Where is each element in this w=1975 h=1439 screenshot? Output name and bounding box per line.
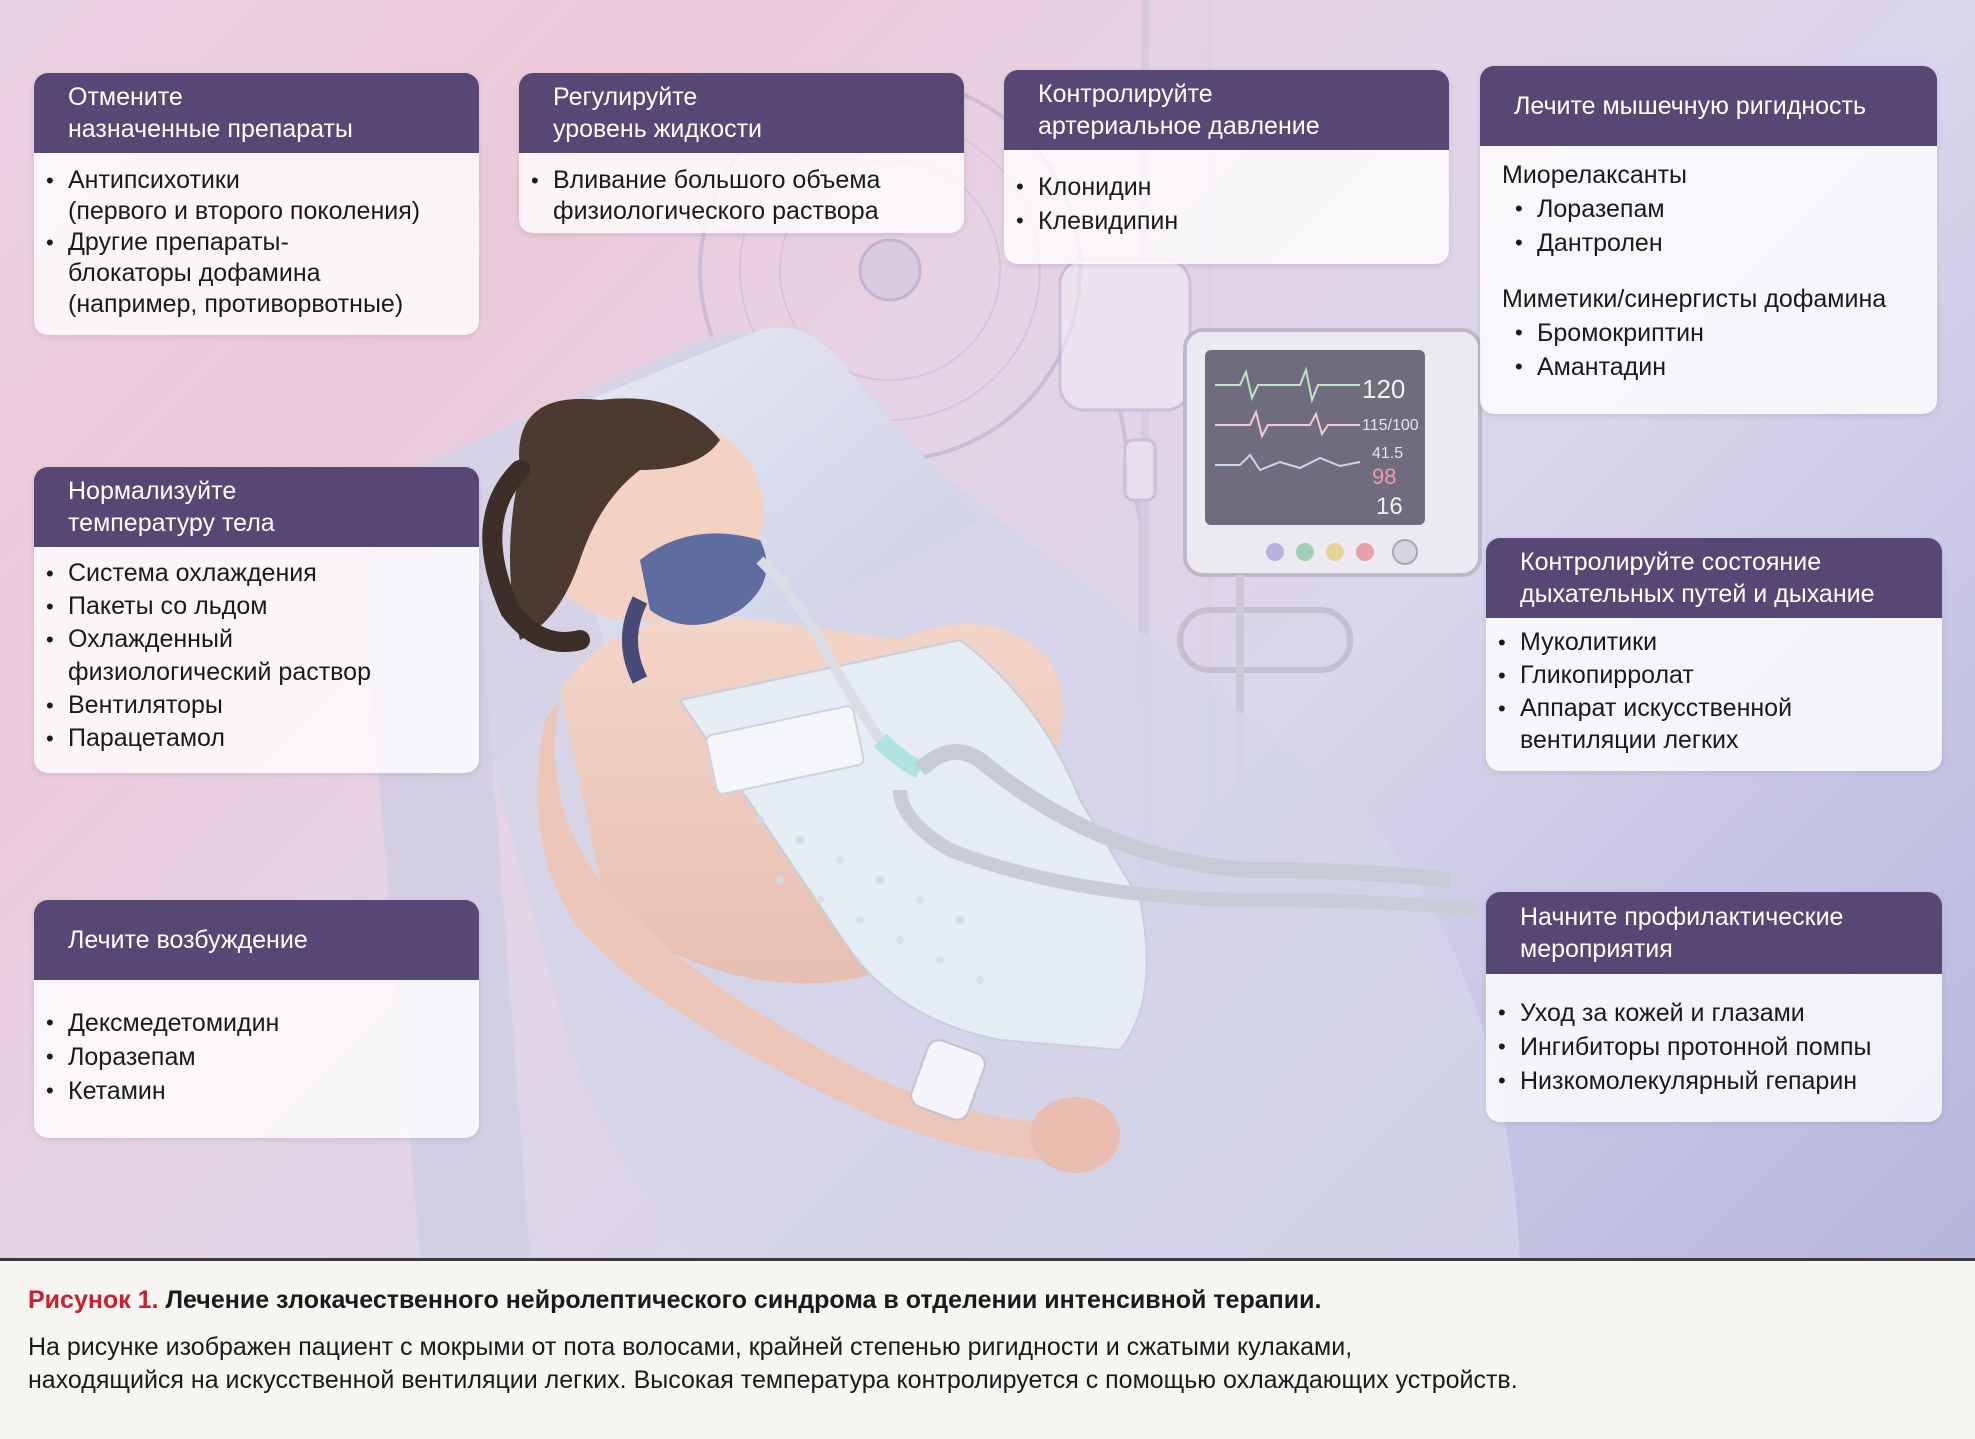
card-title-line: мероприятия xyxy=(1520,935,1673,963)
card-airway xyxy=(1486,538,1942,771)
item-line: • Охлажденный xyxy=(68,625,233,653)
item-line: • Бромокриптин xyxy=(1537,319,1704,347)
item-line: (первого и второго поколения) xyxy=(68,197,421,225)
list-item xyxy=(68,623,459,689)
list-item xyxy=(68,689,459,722)
figure-caption xyxy=(0,1258,1975,1439)
card-stop-drugs xyxy=(34,73,479,335)
list-item xyxy=(1520,996,1922,1030)
item-line: • Лоразепам xyxy=(1537,195,1665,223)
card-header xyxy=(34,467,479,547)
list-item xyxy=(68,1006,459,1040)
card-blood-pressure xyxy=(1004,70,1449,264)
monitor-readout: 115/100 xyxy=(1362,417,1419,434)
card-title-line: уровень жидкости xyxy=(553,115,763,143)
list-item xyxy=(1038,170,1429,204)
card-title-line: артериальное давление xyxy=(1038,112,1320,140)
card-title-line: Лечите возбуждение xyxy=(68,926,308,954)
list-item xyxy=(553,165,944,227)
list-item xyxy=(68,165,459,227)
monitor-readout: 41.5 xyxy=(1372,445,1404,462)
card-body xyxy=(1004,150,1449,250)
list-item xyxy=(1520,692,1922,755)
card-header xyxy=(1004,70,1449,150)
item-line: вентиляции легких xyxy=(1520,726,1739,754)
card-header xyxy=(34,73,479,153)
item-line: • Парацетамол xyxy=(68,724,225,752)
group-title: Миметики/синергисты дофамина xyxy=(1502,285,1887,313)
item-line: • Гликопирролат xyxy=(1520,661,1694,689)
card-title-line: Начните профилактические xyxy=(1520,903,1844,931)
drug-group xyxy=(1502,158,1917,260)
item-line: • Клонидин xyxy=(1038,173,1152,201)
list-item xyxy=(1520,1064,1922,1098)
list-item xyxy=(68,557,459,590)
list-item xyxy=(1520,1030,1922,1064)
card-header xyxy=(519,73,964,153)
item-line: • Лоразепам xyxy=(68,1043,196,1071)
card-agitation xyxy=(34,900,479,1138)
list-item xyxy=(1537,192,1917,226)
card-title-line: Лечите мышечную ригидность xyxy=(1514,92,1867,120)
card-body xyxy=(34,547,479,767)
card-fluids xyxy=(519,73,964,233)
item-line: • Дексмедетомидин xyxy=(68,1009,280,1037)
item-line: • Клевидипин xyxy=(1038,207,1179,235)
card-body xyxy=(1486,974,1942,1110)
caption-title xyxy=(28,1283,1945,1317)
card-temperature xyxy=(34,467,479,773)
caption-text-line: На рисунке изображен пациент с мокрыми от пота волосами, крайней степенью ригидности и сжатыми кулаками, xyxy=(28,1333,1353,1361)
item-line: • Система охлаждения xyxy=(68,559,317,587)
card-title-line: температуру тела xyxy=(68,509,275,537)
item-line: • Муколитики xyxy=(1520,628,1658,656)
item-line: • Дантролен xyxy=(1537,229,1663,257)
item-line: • Низкомолекулярный гепарин xyxy=(1520,1067,1858,1095)
item-line: • Вливание большого объема xyxy=(553,166,881,194)
monitor-readout: 16 xyxy=(1376,493,1403,520)
card-body xyxy=(1486,618,1942,767)
card-header xyxy=(1486,538,1942,618)
card-body xyxy=(34,980,479,1120)
card-title-line: Регулируйте xyxy=(553,83,698,111)
list-item xyxy=(68,1074,459,1108)
list-item xyxy=(68,722,459,755)
list-item xyxy=(1520,659,1922,692)
caption-text-line: находящийся на искусственной вентиляции легких. Высокая температура контролируется с помощью охлаждающих устройств. xyxy=(28,1366,1518,1394)
card-body xyxy=(34,153,479,332)
item-line: • Антипсихотики xyxy=(68,166,240,194)
card-title-line: дыхательных путей и дыхание xyxy=(1520,580,1875,608)
item-line: • Другие препараты- xyxy=(68,228,289,256)
card-title-line: Нормализуйте xyxy=(68,477,237,505)
monitor-readout: 98 xyxy=(1372,464,1397,489)
item-line: • Аппарат искусственной xyxy=(1520,694,1793,722)
list-item xyxy=(1537,316,1917,350)
card-body xyxy=(1480,146,1937,396)
item-line: физиологического раствора xyxy=(553,197,879,225)
list-item xyxy=(68,590,459,623)
card-prophylaxis xyxy=(1486,892,1942,1122)
item-line: • Амантадин xyxy=(1537,353,1667,381)
item-line: • Уход за кожей и глазами xyxy=(1520,999,1805,1027)
list-item xyxy=(68,227,459,320)
group-title: Миорелаксанты xyxy=(1502,161,1688,189)
card-title-line: Контролируйте xyxy=(1038,80,1213,108)
card-header xyxy=(1480,66,1937,146)
list-item xyxy=(68,1040,459,1074)
item-line: • Вентиляторы xyxy=(68,691,223,719)
list-item xyxy=(1038,204,1429,238)
item-line: • Ингибиторы протонной помпы xyxy=(1520,1033,1872,1061)
card-title-line: Контролируйте состояние xyxy=(1520,548,1822,576)
caption-label: Рисунок 1. xyxy=(28,1286,159,1314)
item-line: блокаторы дофамина xyxy=(68,259,321,287)
monitor-readout: 120 xyxy=(1362,374,1406,404)
drug-group xyxy=(1502,282,1917,384)
card-header xyxy=(1486,892,1942,974)
card-title-line: назначенные препараты xyxy=(68,115,353,143)
list-item xyxy=(1537,226,1917,260)
list-item xyxy=(1537,350,1917,384)
item-line: (например, противорвотные) xyxy=(68,290,404,318)
item-line: • Кетамин xyxy=(68,1077,166,1105)
card-muscle-rigidity xyxy=(1480,66,1937,414)
card-body xyxy=(519,153,964,233)
item-line: физиологический раствор xyxy=(68,658,371,686)
caption-heading: Лечение злокачественного нейролептического синдрома в отделении интенсивной терапии. xyxy=(165,1286,1322,1314)
card-title-line: Отмените xyxy=(68,83,183,111)
item-line: • Пакеты со льдом xyxy=(68,592,268,620)
card-header xyxy=(34,900,479,980)
list-item xyxy=(1520,626,1922,659)
